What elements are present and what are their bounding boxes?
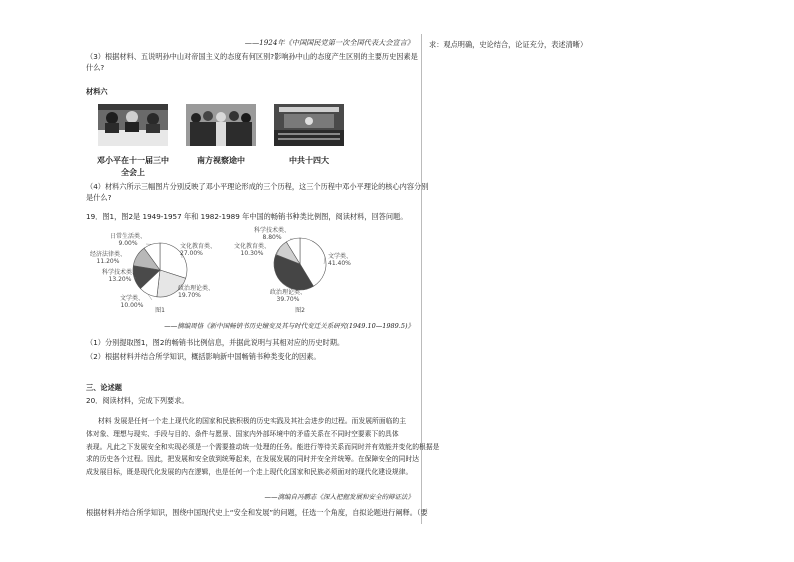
material-6-label: 材料六 [86, 87, 108, 96]
question-19: 19．图1，图2是 1949-1957 年和 1982-1989 年中国的畅销书种类比例图，阅读材料，回答问题。 [86, 212, 408, 221]
slice-label: 文化教育类、 27.00% [180, 243, 217, 257]
pie-chart-figure-2 [228, 226, 368, 318]
photo-caption-3: 中共十四大 [289, 155, 329, 165]
material-line: 材料 发展是任何一个走上现代化的国家和民族积极的历史实践及其社会进步的过程。而发展所面临的主 [98, 417, 407, 425]
figure-title: 图2 [295, 307, 305, 314]
question-3-line2: 什么? [86, 63, 105, 72]
slice-label: 日常生活类、 9.00% [109, 233, 147, 247]
slice-label: 政治理论类、 19.70% [178, 285, 215, 299]
source-citation-1: ——1924年《中国国民党第一次全国代表大会宣言》 [244, 38, 414, 47]
slice-label: 文学类、 41.40% [328, 253, 353, 267]
slice-label: 科学技术类、 8.80% [253, 227, 291, 241]
question-19-1: （1）分别提取图1，图2的畅销书比例信息，并据此说明与其相对应的历史时期。 [86, 338, 345, 347]
material-line: 求的历史各个过程。因此，把发展和安全放到统筹起来，在发展发展的同时并安全并统筹。在保障安全的同时达 [86, 455, 420, 464]
slice-label: 经济法律类、 11.20% [89, 251, 127, 265]
material-line: 表现。凡此之下发展安全和实现必须是一个需要推动统一处理的任务。能进行等待关系而同时并有效能并变化的根据是 [86, 442, 440, 451]
question-19-2: （2）根据材料并结合所学知识，概括影响新中国畅销书种类变化的因素。 [86, 352, 321, 361]
photo-southern-tour [186, 104, 256, 146]
question-4-line2: 是什么? [86, 193, 112, 202]
section-3-heading: 三、论述题 [86, 383, 122, 392]
question-20: 20．阅读材料，完成下列要求。 [86, 396, 189, 405]
material-line: 成发展目标，既是现代化发展的内在逻辑，也是任何一个走上现代化国家和民族必须面对的现代化建设规律。 [86, 468, 413, 477]
photo-caption-1 [86, 154, 180, 178]
photo-deng-plenum [98, 104, 168, 146]
slice-label: 文化教育类、 10.30% [233, 243, 271, 257]
source-citation-3: ——滴编自冯鹏志《深入把握发展和安全的辩证法》 [264, 493, 414, 501]
material-line: 体对象、理想与现实、手段与目的、条件与愿景、国家内外部环境中的矛盾关系在不同时空要素下的具体 [86, 429, 399, 438]
question-4-line1: （4）材料六所示三幅图片分别反映了邓小平理论形成的三个历程，这三个历程中邓小平理论的核心内容分别 [86, 182, 429, 191]
pie-chart-figure-1 [86, 226, 226, 318]
photo-caption-2: 南方视察途中 [197, 155, 245, 165]
question-20-task-continued: 求：观点明确，史论结合，论证充分，表述清晰） [429, 40, 588, 49]
source-citation-2: ——摘编周恪《新中国畅销书历史嬗变及其与时代变迁关系研究(1949.10—1989.5)》 [164, 322, 414, 330]
figure-title: 图1 [155, 307, 165, 314]
photo-caption-1-line1: 邓小平在十一届三中 [97, 155, 169, 165]
question-20-task: 根据材料并结合所学知识，围绕中国现代史上“安全和发展”的问题，任选一个角度，自拟论题进行阐释。（要 [86, 508, 428, 517]
slice-label: 科学技术类、 13.20% [101, 269, 139, 283]
photo-caption-1-line2: 全会上 [121, 167, 145, 177]
slice-label: 政治理论类、 39.70% [269, 289, 307, 303]
slice-label: 文学类、 10.00% [119, 295, 145, 309]
question-3-line1: （3）根据材料、五说明孙中山对帝国主义的态度有何区别?影响孙中山的态度产生区别的主要历史因素是 [86, 52, 418, 61]
photo-14th-congress [274, 104, 344, 146]
question-20-material [86, 415, 439, 479]
